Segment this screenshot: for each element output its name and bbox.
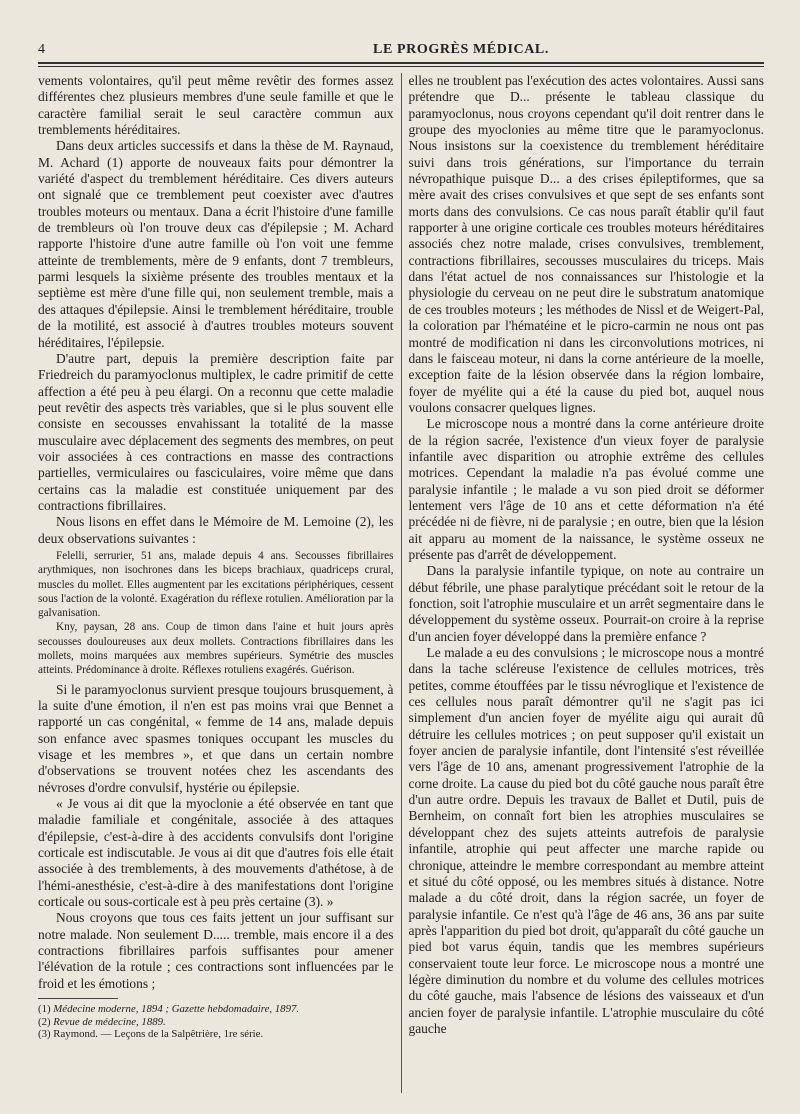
footnote-text: Revue de médecine, 1889.: [53, 1015, 166, 1028]
observations-block: [38, 549, 394, 678]
footnote-number: (2): [38, 1015, 51, 1028]
paragraph: Si le paramyoclonus survient presque toujours brusquement, à la suite d'une émotion, il n'en est pas moins vrai que Bennet a rapporté un cas congénital, « femme de 14 ans, malade depuis son enfance avec spasmes toniques occupant les muscles du visage et les membres », et que dans un certain nombre d'observations se trouvent notées chez les ascendants des névroses d'ordre convulsif, hystérie ou épilepsie.: [38, 681, 394, 795]
footnote: [38, 1003, 394, 1016]
footnote-text: Raymond. — Leçons de la Salpêtrière, 1re série.: [53, 1028, 264, 1041]
footnote-text: Médecine moderne, 1894 ; Gazette hebdomadaire, 1897.: [53, 1003, 300, 1016]
footnote-number: (3): [38, 1028, 51, 1041]
observation: Kny, paysan, 28 ans. Coup de timon dans l'aine et huit jours après secousses douloureuses aux deux mollets. Contractions fibrillaires dans les mollets, moins marquées aux membres supérieurs. Symétrie des muscles atteints. Prédominance à droite. Réflexes rotuliens exagérés. Guérison.: [38, 621, 394, 677]
paragraph: Nous lisons en effet dans le Mémoire de M. Lemoine (2), les deux observations suivantes :: [38, 514, 394, 546]
page-number: 4: [38, 42, 45, 57]
footnote-rule: [38, 998, 118, 999]
column-divider: [401, 73, 402, 1093]
paragraph: Le microscope nous a montré dans la corne antérieure droite de la région sacrée, l'existence d'un vieux foyer de paralysie infantile avec disparition ou atrophie extrême des cellules motrices. Cependant la maladie n'a pas évolué comme une paralysie infantile ; le malade a vu son pied droit se déformer lentement vers l'âge de 10 ans et cette déformation n'a été précédée ni de fièvre, ni de paralysie ; en outre, bien que la lésion ait apparu au moment de la naissance, le système osseux ne présente pas d'arrêt de développement.: [408, 416, 764, 562]
paragraph: vements volontaires, qu'il peut même revêtir des formes assez différentes chez plusieurs membres d'une seule famille et que le caractère familial serait le seul caractère commun aux tremblements héréditaires.: [38, 73, 394, 138]
left-column: [38, 73, 394, 1093]
footnote: [38, 1016, 394, 1029]
header-rule: [38, 62, 764, 67]
footnotes: [38, 1003, 394, 1041]
right-column: [409, 73, 765, 1093]
paragraph: Le malade a eu des convulsions ; le microscope nous a montré dans la tache scléreuse l'existence de cellules motrices, très petites, comme étouffées par le tissu névroglique et l'existence de ces cellules nous paraît démontrer qu'il ne s'agit pas ici simplement d'un ancien foyer de myélite aigu qui aurait dû détruire les cellules motrices ; on peut supposer qu'il existait un foyer ancien de paralysie infantile, dont l'intensité s'est réveillée vers l'âge de 10 ans, amenant progressivement l'atrophie de la corne droite. La cause du pied bot du côté gauche nous paraît être d'un autre ordre. Depuis les travaux de Ballet et Dutil, puis de Bernheim, on connaît fort bien les atrophies musculaires se développant chez des sujets atteints autrefois de paralysie infantile, atrophie qui peut affecter une marche rapide ou chronique, atteindre le membre correspondant au membre atteint et situé du côté opposé, ou les membres situés à distance. Notre malade a du côté droit, dans la région sacrée, un foyer de paralysie infantile. Ce n'est qu'à l'âge de 46 ans, 36 ans par suite après l'apparition du pied bot droit, qu'apparaît du côté gauche un pied bot varus équin, tandis que les membres supérieurs conservaient toute leur force. Le microscope nous a montré une légère diminution du nombre et du volume des cellules motrices du côté gauche, mais l'absence de lésions des vaisseaux et d'un ancien foyer de paralysie infantile. L'atrophie musculaire du côté gauche: [408, 645, 764, 1036]
paragraph: Dans la paralysie infantile typique, on note au contraire un début fébrile, une phase paralytique précédant soit le retour de la fonction, soit l'atrophie musculaire et un arrêt segmentaire dans le développement du système osseux. Pourrait-on croire à la reprise d'un ancien foyer développé dans la première enfance ?: [408, 563, 764, 644]
paragraph: Dans deux articles successifs et dans la thèse de M. Raynaud, M. Achard (1) apporte de nouveaux faits pour démontrer la variété d'aspect du tremblement héréditaire. Ces divers auteurs ont signalé que ce tremblement peut coexister avec d'autres troubles moteurs ou mentaux. Dana a écrit l'histoire d'une famille de trembleurs où l'on trouve deux cas d'épilepsie ; M. Achard rapporte l'histoire d'une autre famille où l'on voit une femme atteinte de tremblements, mère de 9 enfants, dont 7 trembleurs, parmi lesquels la sixième présente des troubles mentaux et la septième est mère d'une fille qui, non seulement tremble, mais a des attaques d'épilepsie. Ainsi le tremblement héréditaire, trouble de la motilité, est associé à d'autres troubles moteurs souvent héréditaires, l'épilepsie.: [38, 138, 394, 350]
journal-title: LE PROGRÈS MÉDICAL.: [373, 42, 549, 57]
paragraph: D'autre part, depuis la première description faite par Friedreich du paramyoclonus multiplex, le cadre primitif de cette affection a été peu à peu élargi. On a reconnu que cette maladie peut revêtir des aspects très variables, que si le plus souvent elle consiste en secousses envahissant la totalité de la masse musculaire avec déplacement des segments des membres, on peut voir associées à ces contractions en masse des contractions partielles, vermiculaires ou fasciculaires, voire même que dans certains cas la maladie est constituée uniquement par des contractions fibrillaires.: [38, 350, 394, 513]
paragraph: « Je vous ai dit que la myoclonie a été observée en tant que maladie familiale et congénitale, associée à des attaques d'épilepsie, c'est-à-dire à des accidents convulsifs dont l'origine corticale est indiscutable. Je vous ai dit que d'autres fois elle était associée à des tremblements, à des mouvements d'athétose, à de l'hémi-anesthésie, c'est-à-dire à des manifestations dont l'origine corticale ou sous-corticale est à peu près certaine (3). »: [38, 796, 394, 910]
observation: Felelli, serrurier, 51 ans, malade depuis 4 ans. Secousses fibrillaires arythmiques, non isochrones dans les biceps brachiaux, quadriceps crural, muscles du mollet. Elles augmentent par les excitations périphériques, cessent sous l'action de la volonté. Exagération du réflexe rotulien. Amélioration par la galvanisation.: [38, 549, 394, 620]
running-head: [38, 40, 764, 62]
paragraph: elles ne troublent pas l'exécution des actes volontaires. Aussi sans prétendre que D... présente le tableau classique du paramyoclonus, nous croyons cependant qu'il doit rentrer dans le groupe des myoclonies au même titre que le paramyoclonus. Nous insistons sur la coexistence du tremblement héréditaire suivi dans trois générations, sur l'importance du terrain névropathique puisque D... a des crises épileptiformes, que sa mère avait des crises convulsives et que sept de ses enfants sont morts dans des convulsions. Ce cas nous paraît établir qu'il faut rapporter à une origine corticale ces troubles moteurs héréditaires associés chez notre malade, crises convulsives, tremblement, contractions fibrillaires, secousses musculaires du triceps. Mais dans l'état actuel de nos connaissances sur l'histologie et la physiologie du cerveau on ne peut dire le substratum anatomique de ces troubles moteurs ; les méthodes de Nissl et de Weigert-Pal, la coloration par l'hématéine et le picro-carmin ne nous ont pas montré de modification ni dans les circonvolutions motrices, ni dans le faisceau moteur, ni dans la corne antérieure de la moelle, exception faite de la lésion observée dans la région lombaire, foyer de myélite qui a été la cause du pied bot, auquel nous voulons consacrer quelques lignes.: [408, 73, 764, 415]
footnote-number: (1): [38, 1003, 51, 1016]
footnote: [38, 1028, 394, 1041]
text-columns: [38, 73, 764, 1093]
paragraph: Nous croyons que tous ces faits jettent un jour suffisant sur notre malade. Non seulement D..... tremble, mais encore il a des contractions fibrillaires parfois suffisantes pour amener l'élévation de la rotule ; ces contractions sont influencées par le froid et les émotions ;: [38, 910, 394, 991]
